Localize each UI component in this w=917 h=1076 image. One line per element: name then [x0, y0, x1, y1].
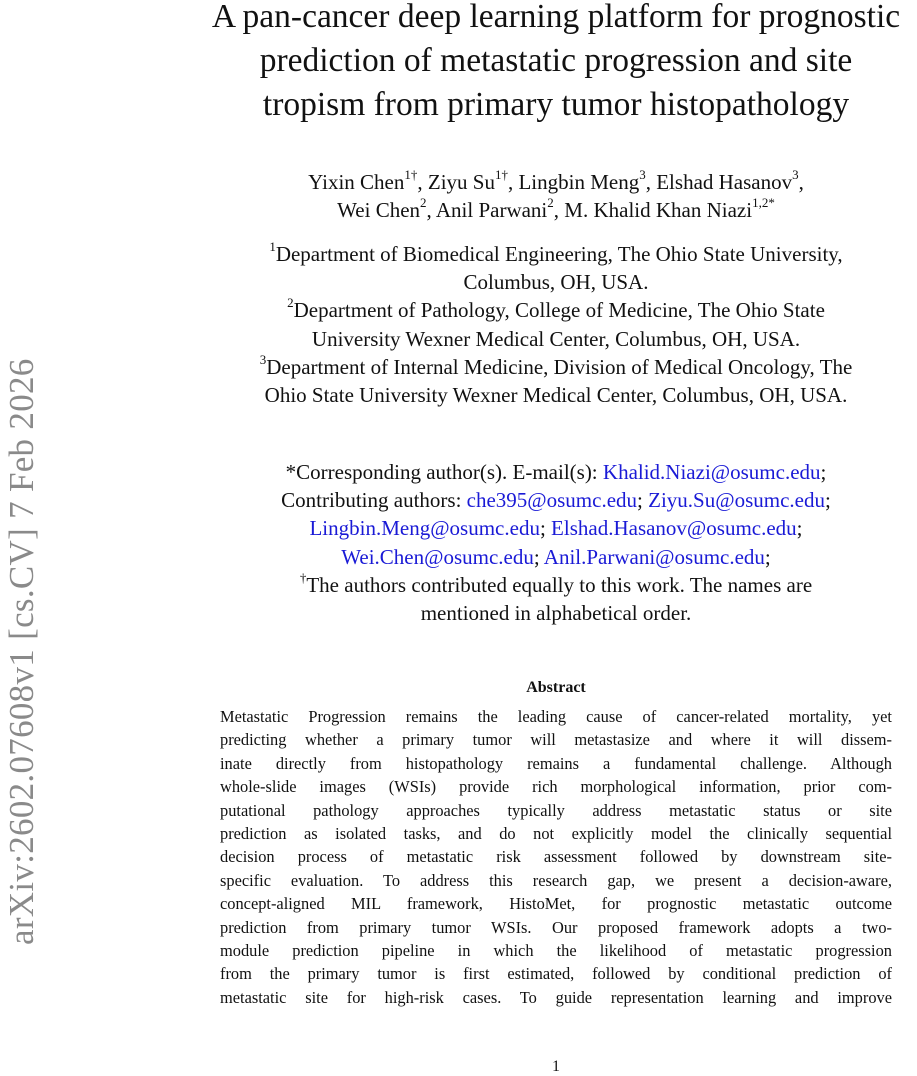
abstract-line: inate directly from histopathology remains a fundamental challenge. Although [220, 753, 892, 773]
text-span: , Elshad Hasanov [645, 170, 793, 194]
text-span: , [798, 170, 804, 194]
superscript-marker: 1 [269, 239, 276, 254]
title-line: prediction of metastatic progression and site [259, 42, 853, 79]
text-span: Department of Biomedical Engineering, The Ohio State University, [275, 242, 843, 266]
correspondence-line [200, 545, 912, 570]
affiliation-line [200, 270, 912, 295]
text-span: ; [824, 488, 831, 513]
email-link[interactable]: Khalid.Niazi@osumc.edu [602, 460, 821, 484]
text-span: , Ziyu Su [417, 170, 495, 194]
affiliation-line [200, 327, 912, 352]
abstract-line: metastatic site for high-risk cases. To guide representation learning and improve [220, 987, 892, 1007]
affiliation-line [200, 351, 912, 380]
abstract-heading: Abstract [526, 679, 586, 696]
arxiv-identifier-stamp: arXiv:2602.07608v1 [cs.CV] 7 Feb 2026 [2, 358, 41, 945]
page-number: 1 [552, 1058, 560, 1075]
abstract-line: putational pathology approaches typically address metastatic status or site [220, 800, 892, 820]
text-span: Contributing authors: [281, 488, 467, 513]
abstract-line: prediction as isolated tasks, and do not explicitly model the clinically sequential [220, 824, 892, 843]
text-span: Department of Pathology, College of Medicine, The Ohio State [293, 298, 825, 323]
author-line [200, 167, 912, 195]
text-span: Department of Internal Medicine, Division of Medical Oncology, The [266, 354, 853, 379]
superscript-marker: 1† [404, 167, 418, 182]
abstract-line: predicting whether a primary tumor will metastasize and where it will dissem- [220, 730, 892, 750]
abstract-line: Metastatic Progression remains the leading cause of cancer-related mortality, yet [220, 707, 892, 726]
superscript-marker: 3 [259, 351, 267, 367]
superscript-marker: 2 [547, 195, 554, 210]
abstract-line: prediction from primary tumor WSIs. Our proposed framework adopts a two- [220, 917, 892, 937]
abstract-line: whole-slide images (WSIs) provide rich morphological information, prior com- [220, 777, 892, 797]
text-span: , Lingbin Meng [507, 170, 640, 194]
text-span: ; [637, 488, 649, 513]
superscript-marker: 3 [639, 167, 646, 182]
email-link[interactable]: che395@osumc.edu [466, 488, 638, 513]
text-span: , Anil Parwani [426, 198, 548, 222]
text-span: Wei Chen [337, 198, 421, 222]
superscript-marker: 2 [287, 295, 294, 311]
text-span: ; [764, 544, 771, 569]
text-span: Ohio State University Wexner Medical Center, Columbus, OH, USA. [264, 383, 848, 407]
author-line [200, 195, 912, 223]
superscript-marker: 1,2* [752, 195, 775, 210]
title-line: A pan-cancer deep learning platform for prognostic [211, 0, 901, 35]
affiliation-line [200, 239, 912, 267]
abstract-line: specific evaluation. To address this research gap, we present a decision-aware, [220, 870, 892, 890]
abstract-line: from the primary tumor is first estimated, followed by conditional prediction of [220, 964, 892, 984]
email-link[interactable]: Wei.Chen@osumc.edu [341, 544, 534, 569]
email-link[interactable]: Ziyu.Su@osumc.edu [648, 488, 825, 513]
abstract-line: module prediction pipeline in which the likelihood of metastatic progression [220, 941, 892, 960]
correspondence-line [200, 516, 912, 541]
correspondence-line [200, 488, 912, 513]
email-link[interactable]: Lingbin.Meng@osumc.edu [309, 516, 540, 541]
email-link[interactable]: Anil.Parwani@osumc.edu [543, 544, 765, 569]
text-span: *Corresponding author(s). E-mail(s): [285, 460, 603, 484]
text-span: Columbus, OH, USA. [463, 270, 649, 295]
text-span: , M. Khalid Khan Niazi [553, 198, 753, 222]
text-span: The authors contributed equally to this work. The names are [306, 572, 813, 597]
text-span: University Wexner Medical Center, Columbus, OH, USA. [311, 326, 801, 351]
text-span: Yixin Chen [308, 170, 405, 194]
superscript-marker: 1† [494, 167, 508, 182]
superscript-marker: † [299, 569, 307, 585]
text-span: ; [533, 544, 544, 569]
superscript-marker: 2 [420, 195, 427, 210]
text-span: mentioned in alphabetical order. [420, 601, 692, 625]
abstract-line: concept-aligned MIL framework, HistoMet, for prognostic metastatic outcome [220, 894, 892, 914]
affiliation-line [200, 383, 912, 408]
email-link[interactable]: Elshad.Hasanov@osumc.edu [551, 516, 797, 541]
text-span: ; [796, 516, 803, 541]
text-span: ; [539, 516, 552, 541]
text-span: ; [820, 460, 827, 484]
correspondence-line [200, 601, 912, 626]
superscript-marker: 3 [792, 167, 799, 182]
affiliation-line [200, 295, 912, 323]
abstract-line: decision process of metastatic risk assessment followed by downstream site- [220, 847, 892, 867]
correspondence-line [200, 569, 912, 598]
correspondence-line [200, 460, 912, 485]
title-line: tropism from primary tumor histopathology [262, 86, 850, 123]
